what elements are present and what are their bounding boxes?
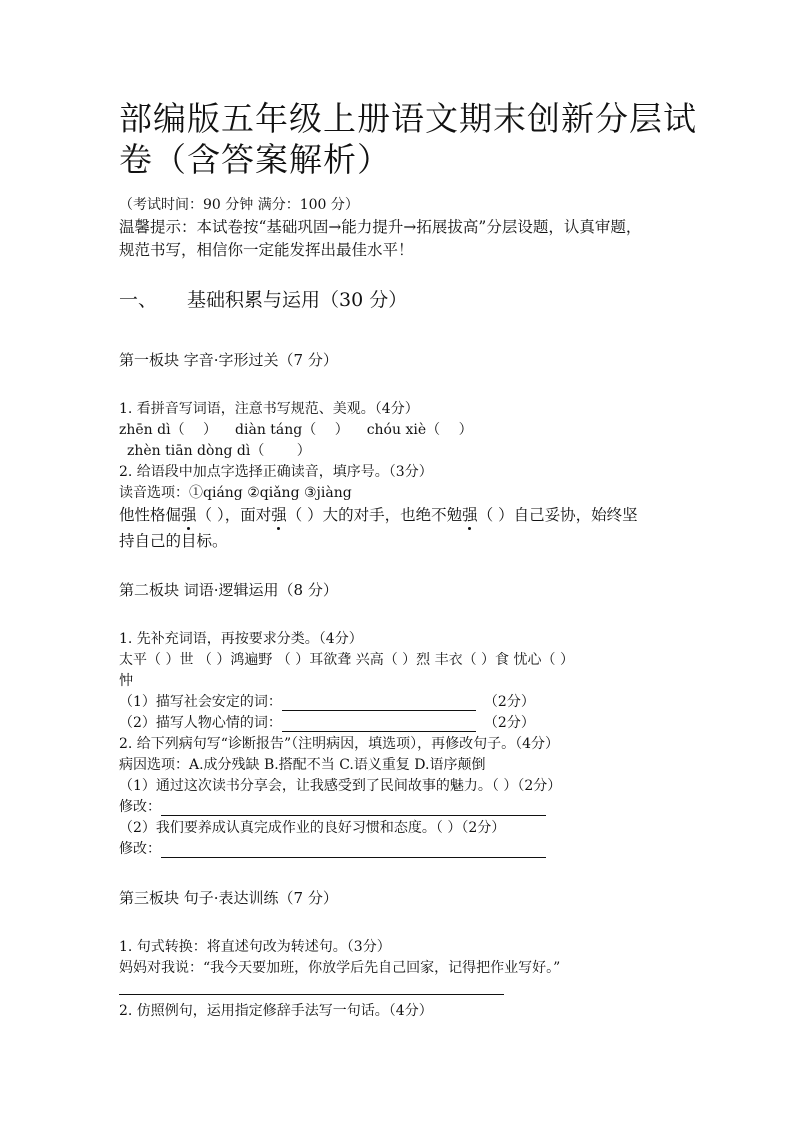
block3-title: 第三板块 句子·表达训练（7 分） <box>119 889 338 907</box>
block2-q1: 1. 先补充词语，再按要求分类。（4分） <box>119 631 363 647</box>
fix-line-1: 修改： <box>119 798 546 816</box>
block3-q2: 2. 仿照例句，运用指定修辞手法写一句话。（4分） <box>119 1003 433 1019</box>
block3-q1: 1. 句式转换：将直述句改为转述句。（3分） <box>119 939 391 955</box>
block2-title: 第二板块 词语·逻辑运用（8 分） <box>119 581 338 599</box>
idiom-line-2: 忡 <box>119 673 133 689</box>
block2-q2: 2. 给下列病句写“诊断报告”（注明病因，填选项），再修改句子。（4分） <box>119 736 560 752</box>
idiom-line-1: 太平（ ）世 （ ）鸿遍野 （ ）耳欲聋 兴高（ ）烈 丰衣（ ）食 忧心（ ） <box>119 652 574 668</box>
block1-q1: 1. 看拼音写词语，注意书写规范、美观。（4分） <box>119 401 419 417</box>
error-options: 病因选项：A.成分残缺 B.搭配不当 C.语义重复 D.语序颠倒 <box>119 757 486 773</box>
answer-blank[interactable] <box>161 843 546 858</box>
section-heading <box>119 288 407 312</box>
passage-line-2: 持自己的目标。 <box>119 532 228 550</box>
passage-line-1: 他性格倔强（ ），面对强（ ）大的对手，也绝不勉强（ ）自己妥协，始终坚 <box>119 506 638 524</box>
answer-blank[interactable] <box>161 801 546 816</box>
exam-info: （考试时间：90 分钟 满分：100 分） <box>119 197 359 213</box>
tip-line-1: 温馨提示：本试卷按“基础巩固→能力提升→拓展拔高”分层设题，认真审题， <box>119 218 642 236</box>
dotted-char: 强 <box>271 506 287 524</box>
document-title-line1: 部编版五年级上册语文期末创新分层试 <box>119 99 697 138</box>
tip-line-2: 规范书写，相信你一定能发挥出最佳水平！ <box>119 241 414 259</box>
pinyin-row-1 <box>119 421 473 439</box>
sentence-2: （2）我们要养成认真完成作业的良好习惯和态度。（ ）（2分） <box>119 820 506 836</box>
pinyin-row-2: zhèn tiān dòng dì（ ） <box>127 443 311 459</box>
pinyin-item: diàn táng（ ） <box>235 422 349 438</box>
fix-line-2: 修改： <box>119 840 546 858</box>
reading-options: 读音选项：①qiáng ②qiǎng ③jiàng <box>119 485 352 501</box>
section-title: 基础积累与运用（30 分） <box>187 289 408 311</box>
pinyin-item: zhēn dì（ ） <box>119 422 218 438</box>
pinyin-item: chóu xiè（ ） <box>366 422 473 438</box>
sub-question-2: （2）描写人物心情的词： （2分） <box>119 715 535 731</box>
block1-title: 第一板块 字音·字形过关（7 分） <box>119 351 338 369</box>
block1-q2: 2. 给语段中加点字选择正确读音，填序号。（3分） <box>119 464 433 480</box>
answer-blank[interactable] <box>282 696 476 711</box>
dotted-char: 强 <box>181 506 197 524</box>
answer-blank[interactable] <box>282 717 476 732</box>
document-title-line2: 卷（含答案解析） <box>119 140 391 179</box>
section-number: 一、 <box>119 289 158 311</box>
dotted-char: 强 <box>462 506 478 524</box>
sentence-1: （1）通过这次读书分享会，让我感受到了民间故事的魅力。（ ）（2分） <box>119 778 562 794</box>
quote-line: 妈妈对我说：“我今天要加班，你放学后先自己回家，记得把作业写好。” <box>119 960 561 976</box>
answer-line[interactable] <box>119 994 504 995</box>
sub-question-1: （1）描写社会安定的词： （2分） <box>119 694 535 710</box>
